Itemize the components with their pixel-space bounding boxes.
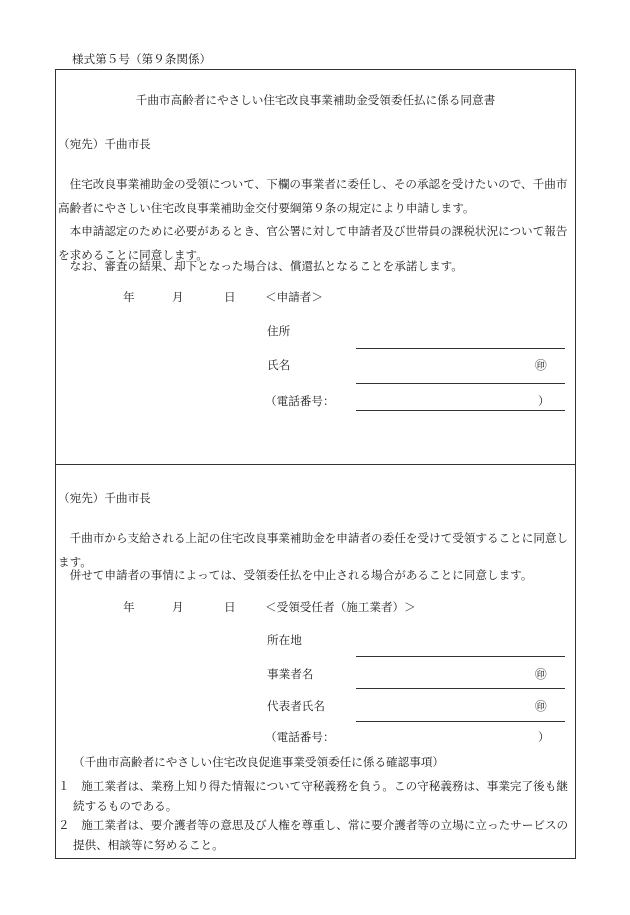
seal-mark: ㊞ [535,667,547,681]
contractor-location-label: 所在地 [267,633,302,647]
contractor-business-label: 事業者名 [267,667,314,681]
confirmation-heading: （千曲市高齢者にやさしい住宅改良促進事業受領委任に係る確認事項） [73,755,445,769]
applicant-address-line[interactable] [356,348,565,349]
applicant-name-label: 氏名 [267,358,291,372]
contractor-location-line[interactable] [356,656,565,657]
section2-role: ＜受領受任者（施工業者）＞ [265,600,416,614]
section1-addressee: （宛先）千曲市長 [58,137,151,151]
section1-paragraph-3: なお、審査の結果、却下となった場合は、償還払となることを承諾します。 [69,259,463,273]
section1-paragraph-2: 本申請認定のために必要があるとき、官公署に対して申請者及び世帯員の課税状況について報告を求めることに同意します。 [58,224,568,262]
contractor-business-line[interactable] [356,688,565,689]
document-title: 千曲市高齢者にやさしい住宅改良事業補助金受領委任払に係る同意書 [135,93,496,107]
applicant-phone-label: （電話番号： [265,394,335,408]
section2-paragraph-1: 千曲市から支給される上記の住宅改良事業補助金を申請者の委任を受けて受領することに同意します。 [58,531,569,569]
seal-mark: ㊞ [535,358,547,372]
contractor-phone-label: （電話番号： [265,730,335,744]
applicant-address-label: 住所 [267,324,291,338]
applicant-phone-close: ） [538,394,550,408]
confirmation-item-2: ２ 施工業者は、要介護者等の意思及び人権を尊重し、常に要介護者等の立場に立ったサービスの提供、相談等に努めること。 [58,818,569,852]
applicant-name-line[interactable] [356,383,565,384]
section2-date-month: 月 [172,600,184,614]
section2-date-day: 日 [224,600,236,614]
section1-date-day: 日 [224,290,236,304]
section1-role: ＜申請者＞ [265,290,323,304]
section1-paragraph-1: 住宅改良事業補助金の受領について、下欄の事業者に委任し、その承認を受けたいので、千曲市高齢者にやさしい住宅改良事業補助金交付要綱第９条の規定により申請します。 [58,177,568,215]
contractor-representative-label: 代表者氏名 [267,699,325,713]
section1-date-month: 月 [172,290,184,304]
section2-paragraph-2: 併せて申請者の事情によっては、受領委任払を中止される場合があることに同意します。 [69,568,533,582]
section1-date-year: 年 [123,290,135,304]
seal-mark: ㊞ [535,699,547,713]
section-divider [55,464,576,465]
contractor-phone-close: ） [538,730,550,744]
applicant-phone-line[interactable] [356,410,565,411]
confirmation-item-1: １ 施工業者は、業務上知り得た情報について守秘義務を負う。この守秘義務は、事業完了後も継続するものである。 [58,779,568,813]
section2-date-year: 年 [123,600,135,614]
section2-addressee: （宛先）千曲市長 [58,491,151,505]
contractor-representative-line[interactable] [356,721,565,722]
form-number: 様式第５号（第９条関係） [72,52,212,66]
